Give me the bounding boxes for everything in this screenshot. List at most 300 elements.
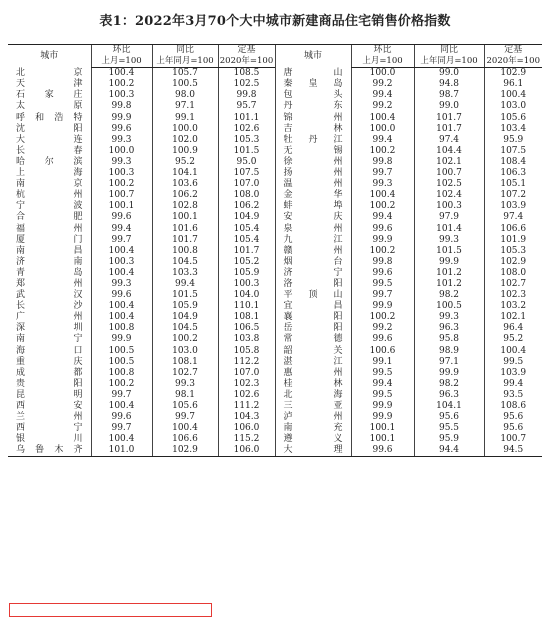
hb-value: 100.7 — [91, 190, 152, 201]
tb-value: 100.9 — [152, 146, 218, 157]
hb-value: 100.2 — [91, 379, 152, 390]
table-row — [8, 168, 542, 179]
city-name: 无 锡 — [275, 146, 351, 157]
dj-value: 103.9 — [484, 368, 542, 379]
table-row — [8, 412, 542, 423]
table-row — [8, 224, 542, 235]
city-name: 包 头 — [275, 90, 351, 101]
tb-value: 99.0 — [414, 68, 484, 80]
hb-value: 100.1 — [351, 423, 414, 434]
table-row — [8, 290, 542, 301]
hb-value: 100.0 — [91, 146, 152, 157]
dj-value: 111.2 — [218, 401, 275, 412]
table-row — [8, 312, 542, 323]
tb-value: 100.8 — [152, 246, 218, 257]
tb-value: 97.9 — [414, 212, 484, 223]
header-dj-sub-left: 2020年=100 — [219, 56, 274, 67]
city-name: 宁 波 — [16, 201, 83, 212]
tb-value: 100.7 — [414, 168, 484, 179]
hb-value: 99.6 — [91, 212, 152, 223]
tb-value: 95.6 — [414, 412, 484, 423]
city-name: 重 庆 — [16, 356, 83, 367]
dj-value: 110.1 — [218, 301, 275, 312]
tb-value: 98.7 — [414, 90, 484, 101]
hb-value: 100.3 — [91, 168, 152, 179]
dj-value: 100.7 — [484, 434, 542, 445]
city-name: 合 肥 — [16, 212, 83, 223]
city-name: 宜 昌 — [275, 301, 351, 312]
dj-value: 95.0 — [218, 157, 275, 168]
dj-value: 108.4 — [484, 157, 542, 168]
hb-value: 100.5 — [91, 357, 152, 368]
header-city-right: 城市 — [275, 45, 351, 68]
tb-value: 97.1 — [152, 101, 218, 112]
hb-value: 100.2 — [91, 79, 152, 90]
city-name: 大 理 — [275, 445, 351, 457]
dj-value: 107.5 — [218, 168, 275, 179]
hb-value: 99.6 — [91, 124, 152, 135]
hb-value: 100.4 — [91, 401, 152, 412]
dj-value: 102.6 — [218, 390, 275, 401]
city-name: 洛 阳 — [275, 279, 351, 290]
table-row — [8, 135, 542, 146]
city-name: 海 口 — [16, 345, 83, 356]
city-name: 徐 州 — [275, 157, 351, 168]
tb-value: 103.3 — [152, 268, 218, 279]
table-row — [8, 323, 542, 334]
table-row — [8, 346, 542, 357]
highlight-box — [9, 603, 212, 617]
dj-value: 103.4 — [484, 124, 542, 135]
table-row — [8, 401, 542, 412]
dj-value: 99.8 — [218, 90, 275, 101]
dj-value: 105.9 — [218, 268, 275, 279]
hb-value: 100.4 — [351, 113, 414, 124]
tb-value: 105.6 — [152, 401, 218, 412]
city-name: 武 汉 — [16, 290, 83, 301]
city-name: 遵 义 — [275, 434, 351, 445]
city-name: 杭 州 — [16, 190, 83, 201]
city-name: 贵 阳 — [16, 378, 83, 389]
hb-value: 100.3 — [91, 257, 152, 268]
tb-value: 99.3 — [414, 235, 484, 246]
dj-value: 95.7 — [218, 101, 275, 112]
header-row-1 — [8, 45, 542, 57]
tb-value: 99.1 — [152, 113, 218, 124]
city-name: 北 京 — [16, 67, 83, 78]
hb-value: 99.6 — [351, 268, 414, 279]
tb-value: 95.2 — [152, 157, 218, 168]
tb-value: 104.5 — [152, 257, 218, 268]
tb-value: 102.7 — [152, 368, 218, 379]
hb-value: 100.5 — [91, 346, 152, 357]
tb-value: 100.0 — [152, 124, 218, 135]
tb-value: 101.2 — [414, 279, 484, 290]
hb-value: 99.7 — [91, 235, 152, 246]
dj-value: 104.0 — [218, 290, 275, 301]
city-name: 西 宁 — [16, 423, 83, 434]
tb-value: 102.9 — [152, 445, 218, 457]
table-row — [8, 445, 542, 457]
city-name: 吉 林 — [275, 124, 351, 135]
hb-value: 99.4 — [351, 90, 414, 101]
dj-value: 108.0 — [484, 268, 542, 279]
dj-value: 112.2 — [218, 357, 275, 368]
city-name: 丹 东 — [275, 101, 351, 112]
hb-value: 99.7 — [91, 423, 152, 434]
dj-value: 115.2 — [218, 434, 275, 445]
hb-value: 100.2 — [91, 179, 152, 190]
hb-value: 100.2 — [351, 246, 414, 257]
table-row — [8, 146, 542, 157]
hb-value: 100.8 — [91, 323, 152, 334]
header-tb-right: 同比 — [414, 45, 484, 57]
hb-value: 99.4 — [91, 224, 152, 235]
tb-value: 100.4 — [152, 423, 218, 434]
tb-value: 101.7 — [152, 235, 218, 246]
city-name: 韶 关 — [275, 346, 351, 357]
dj-value: 104.9 — [218, 212, 275, 223]
city-name: 呼和浩特 — [16, 112, 83, 123]
table-row — [8, 279, 542, 290]
hb-value: 99.9 — [351, 401, 414, 412]
city-name: 扬 州 — [275, 168, 351, 179]
hb-value: 100.0 — [351, 124, 414, 135]
dj-value: 102.3 — [484, 290, 542, 301]
hb-value: 100.4 — [351, 190, 414, 201]
table-row — [8, 101, 542, 112]
hb-value: 99.8 — [351, 157, 414, 168]
hb-value: 99.2 — [351, 79, 414, 90]
city-name: 福 州 — [16, 223, 83, 234]
city-name: 乌鲁木齐 — [8, 445, 91, 457]
hb-value: 99.9 — [351, 235, 414, 246]
hb-value: 100.8 — [91, 368, 152, 379]
city-name: 惠 州 — [275, 368, 351, 379]
hb-value: 100.3 — [91, 90, 152, 101]
table-row — [8, 79, 542, 90]
city-name: 牡丹江 — [275, 135, 351, 146]
tb-value: 99.0 — [414, 101, 484, 112]
city-name: 南 宁 — [16, 334, 83, 345]
hb-value: 99.2 — [351, 101, 414, 112]
dj-value: 99.5 — [484, 357, 542, 368]
city-name: 南 京 — [16, 179, 83, 190]
hb-value: 100.4 — [91, 246, 152, 257]
dj-value: 105.4 — [218, 235, 275, 246]
hb-value: 99.9 — [91, 334, 152, 345]
city-name: 蚌 埠 — [275, 201, 351, 212]
city-name: 兰 州 — [16, 412, 83, 423]
hb-value: 99.4 — [351, 379, 414, 390]
table-row — [8, 179, 542, 190]
tb-value: 95.9 — [414, 434, 484, 445]
header-tb-sub-left: 上年同月=100 — [152, 56, 218, 68]
tb-value: 101.6 — [152, 224, 218, 235]
tb-value: 108.1 — [152, 357, 218, 368]
city-name: 昆 明 — [16, 389, 83, 400]
city-name: 唐 山 — [275, 68, 351, 80]
hb-value: 100.4 — [91, 68, 152, 80]
city-name: 郑 州 — [16, 278, 83, 289]
tb-value: 95.5 — [414, 423, 484, 434]
tb-value: 101.7 — [414, 124, 484, 135]
city-name: 长 沙 — [16, 301, 83, 312]
dj-value: 102.9 — [484, 68, 542, 80]
tb-value: 99.3 — [152, 379, 218, 390]
tb-value: 103.6 — [152, 179, 218, 190]
dj-value: 108.1 — [218, 312, 275, 323]
dj-value: 107.0 — [218, 368, 275, 379]
city-name: 成 都 — [16, 367, 83, 378]
hb-value: 100.1 — [91, 201, 152, 212]
tb-value: 99.9 — [414, 368, 484, 379]
dj-value: 105.1 — [484, 179, 542, 190]
dj-value: 104.3 — [218, 412, 275, 423]
dj-value: 93.5 — [484, 390, 542, 401]
tb-value: 102.1 — [414, 157, 484, 168]
tb-value: 100.3 — [414, 201, 484, 212]
hb-value: 99.3 — [91, 157, 152, 168]
city-name: 长 春 — [16, 145, 83, 156]
tb-value: 101.2 — [414, 268, 484, 279]
tb-value: 99.9 — [414, 257, 484, 268]
dj-value: 103.0 — [484, 101, 542, 112]
table-row — [8, 357, 542, 368]
city-name: 九 江 — [275, 235, 351, 246]
dj-value: 101.1 — [218, 113, 275, 124]
hb-value: 100.2 — [351, 201, 414, 212]
hb-value: 100.4 — [91, 312, 152, 323]
city-name: 天 津 — [16, 79, 83, 90]
dj-value: 106.5 — [218, 323, 275, 334]
tb-value: 101.5 — [414, 246, 484, 257]
tb-value: 104.9 — [152, 312, 218, 323]
dj-value: 94.5 — [484, 445, 542, 457]
hb-value: 99.7 — [351, 290, 414, 301]
city-name: 常 德 — [275, 334, 351, 345]
hb-value: 100.4 — [91, 434, 152, 445]
table-row — [8, 379, 542, 390]
table-row — [8, 124, 542, 135]
tb-value: 99.3 — [414, 312, 484, 323]
tb-value: 102.0 — [152, 135, 218, 146]
dj-value: 101.5 — [218, 146, 275, 157]
tb-value: 99.7 — [152, 412, 218, 423]
table-row — [8, 334, 542, 345]
hb-value: 99.5 — [351, 368, 414, 379]
city-name: 平顶山 — [275, 290, 351, 301]
header-hb-sub-left: 上月=100 — [91, 56, 152, 68]
hb-value: 99.6 — [91, 412, 152, 423]
table-row — [8, 190, 542, 201]
table-row — [8, 390, 542, 401]
header-tb-left: 同比 — [152, 45, 218, 57]
hb-value: 101.0 — [91, 445, 152, 457]
city-name: 深 圳 — [16, 323, 83, 334]
hb-value: 99.4 — [351, 212, 414, 223]
dj-value: 108.0 — [218, 190, 275, 201]
dj-value: 102.5 — [218, 79, 275, 90]
city-name: 石家庄 — [16, 90, 83, 101]
city-name: 温 州 — [275, 179, 351, 190]
hb-value: 99.5 — [351, 390, 414, 401]
city-name: 广 州 — [16, 312, 83, 323]
hb-value: 99.9 — [91, 113, 152, 124]
dj-value: 108.6 — [484, 401, 542, 412]
table-row — [8, 235, 542, 246]
hb-value: 99.8 — [351, 257, 414, 268]
dj-value: 101.7 — [218, 246, 275, 257]
dj-value: 95.6 — [484, 423, 542, 434]
table-row — [8, 113, 542, 124]
dj-value: 105.2 — [218, 257, 275, 268]
dj-value: 96.4 — [484, 323, 542, 334]
city-name: 南 昌 — [16, 245, 83, 256]
header-hb-left: 环比 — [91, 45, 152, 57]
dj-value: 106.3 — [484, 168, 542, 179]
hb-value: 99.6 — [351, 224, 414, 235]
dj-value: 102.9 — [484, 257, 542, 268]
dj-value: 106.2 — [218, 201, 275, 212]
hb-value: 100.4 — [91, 301, 152, 312]
tb-value: 96.3 — [414, 390, 484, 401]
city-name: 泸 州 — [275, 412, 351, 423]
hb-value: 99.1 — [351, 357, 414, 368]
dj-value: 108.5 — [218, 68, 275, 80]
price-index-table — [8, 44, 542, 457]
dj-value: 107.5 — [484, 146, 542, 157]
dj-value: 97.4 — [484, 212, 542, 223]
tb-value: 94.4 — [414, 445, 484, 457]
tb-value: 98.2 — [414, 290, 484, 301]
hb-value: 99.5 — [351, 279, 414, 290]
city-name: 北 海 — [275, 390, 351, 401]
city-name: 赣 州 — [275, 246, 351, 257]
tb-value: 97.1 — [414, 357, 484, 368]
table-row — [8, 257, 542, 268]
hb-value: 99.4 — [351, 135, 414, 146]
city-name: 秦皇岛 — [275, 79, 351, 90]
dj-value: 102.6 — [218, 124, 275, 135]
hb-value: 99.7 — [91, 390, 152, 401]
city-name: 银 川 — [16, 434, 83, 445]
tb-value: 98.1 — [152, 390, 218, 401]
tb-value: 99.4 — [152, 279, 218, 290]
tb-value: 102.8 — [152, 201, 218, 212]
tb-value: 98.9 — [414, 346, 484, 357]
city-name: 锦 州 — [275, 113, 351, 124]
city-name: 烟 台 — [275, 257, 351, 268]
tb-value: 105.7 — [152, 68, 218, 80]
table-row — [8, 268, 542, 279]
city-name: 岳 阳 — [275, 323, 351, 334]
hb-value: 99.8 — [91, 101, 152, 112]
city-name: 西 安 — [16, 401, 83, 411]
tb-value: 96.3 — [414, 323, 484, 334]
hb-value: 99.2 — [351, 323, 414, 334]
hb-value: 100.2 — [351, 312, 414, 323]
header-hb-right: 环比 — [351, 45, 414, 57]
tb-value: 101.7 — [414, 113, 484, 124]
city-name: 青 岛 — [16, 267, 83, 278]
tb-value: 100.5 — [152, 79, 218, 90]
tb-value: 102.4 — [414, 190, 484, 201]
tb-value: 104.1 — [152, 168, 218, 179]
hb-value: 99.7 — [351, 168, 414, 179]
hb-value: 100.2 — [351, 146, 414, 157]
hb-value: 99.3 — [351, 179, 414, 190]
dj-value: 100.3 — [218, 279, 275, 290]
dj-value: 103.9 — [484, 201, 542, 212]
hb-value: 100.6 — [351, 346, 414, 357]
tb-value: 100.2 — [152, 334, 218, 345]
table-row — [8, 246, 542, 257]
tb-value: 103.0 — [152, 346, 218, 357]
header-city-left: 城市 — [8, 45, 91, 68]
dj-value: 107.2 — [484, 190, 542, 201]
city-name: 哈尔滨 — [16, 156, 83, 167]
dj-value: 105.3 — [218, 135, 275, 146]
dj-value: 105.8 — [218, 346, 275, 357]
tb-value: 98.2 — [414, 379, 484, 390]
city-name: 大 连 — [16, 134, 83, 145]
city-name: 太 原 — [16, 101, 83, 112]
dj-value: 105.6 — [484, 113, 542, 124]
city-name: 济 南 — [16, 256, 83, 267]
table-row — [8, 157, 542, 168]
tb-value: 97.4 — [414, 135, 484, 146]
dj-value: 106.0 — [218, 445, 275, 457]
dj-value: 103.8 — [218, 334, 275, 345]
dj-value: 100.4 — [484, 346, 542, 357]
table-row — [8, 434, 542, 445]
header-dj-right: 定基 — [484, 45, 542, 57]
city-name: 安 庆 — [275, 212, 351, 223]
table-row — [8, 301, 542, 312]
city-name: 襄 阳 — [275, 312, 351, 323]
header-hb-sub-right: 上月=100 — [351, 56, 414, 68]
dj-value: 103.2 — [484, 301, 542, 312]
tb-value: 104.5 — [152, 323, 218, 334]
tb-value: 102.5 — [414, 179, 484, 190]
city-name: 南 充 — [275, 423, 351, 434]
header-dj-left: 定基 — [218, 45, 275, 57]
hb-value: 99.9 — [351, 412, 414, 423]
tb-value: 94.8 — [414, 79, 484, 90]
hb-value: 99.9 — [351, 301, 414, 312]
tb-value: 106.6 — [152, 434, 218, 445]
hb-value: 100.4 — [91, 268, 152, 279]
tb-value: 95.8 — [414, 334, 484, 345]
dj-value: 106.6 — [484, 224, 542, 235]
hb-value: 99.3 — [91, 135, 152, 146]
city-name: 沈 阳 — [16, 123, 83, 134]
header-tb-sub-right: 上年同月=100 — [414, 56, 484, 68]
hb-value: 99.6 — [351, 334, 414, 345]
tb-value: 100.5 — [414, 301, 484, 312]
tb-value: 105.9 — [152, 301, 218, 312]
table-row — [8, 423, 542, 434]
tb-value: 101.4 — [414, 224, 484, 235]
tb-value: 100.1 — [152, 212, 218, 223]
dj-value: 95.9 — [484, 135, 542, 146]
dj-value: 100.4 — [484, 90, 542, 101]
table-row — [8, 90, 542, 101]
table-row — [8, 368, 542, 379]
dj-value: 107.0 — [218, 179, 275, 190]
city-name: 济 宁 — [275, 268, 351, 279]
